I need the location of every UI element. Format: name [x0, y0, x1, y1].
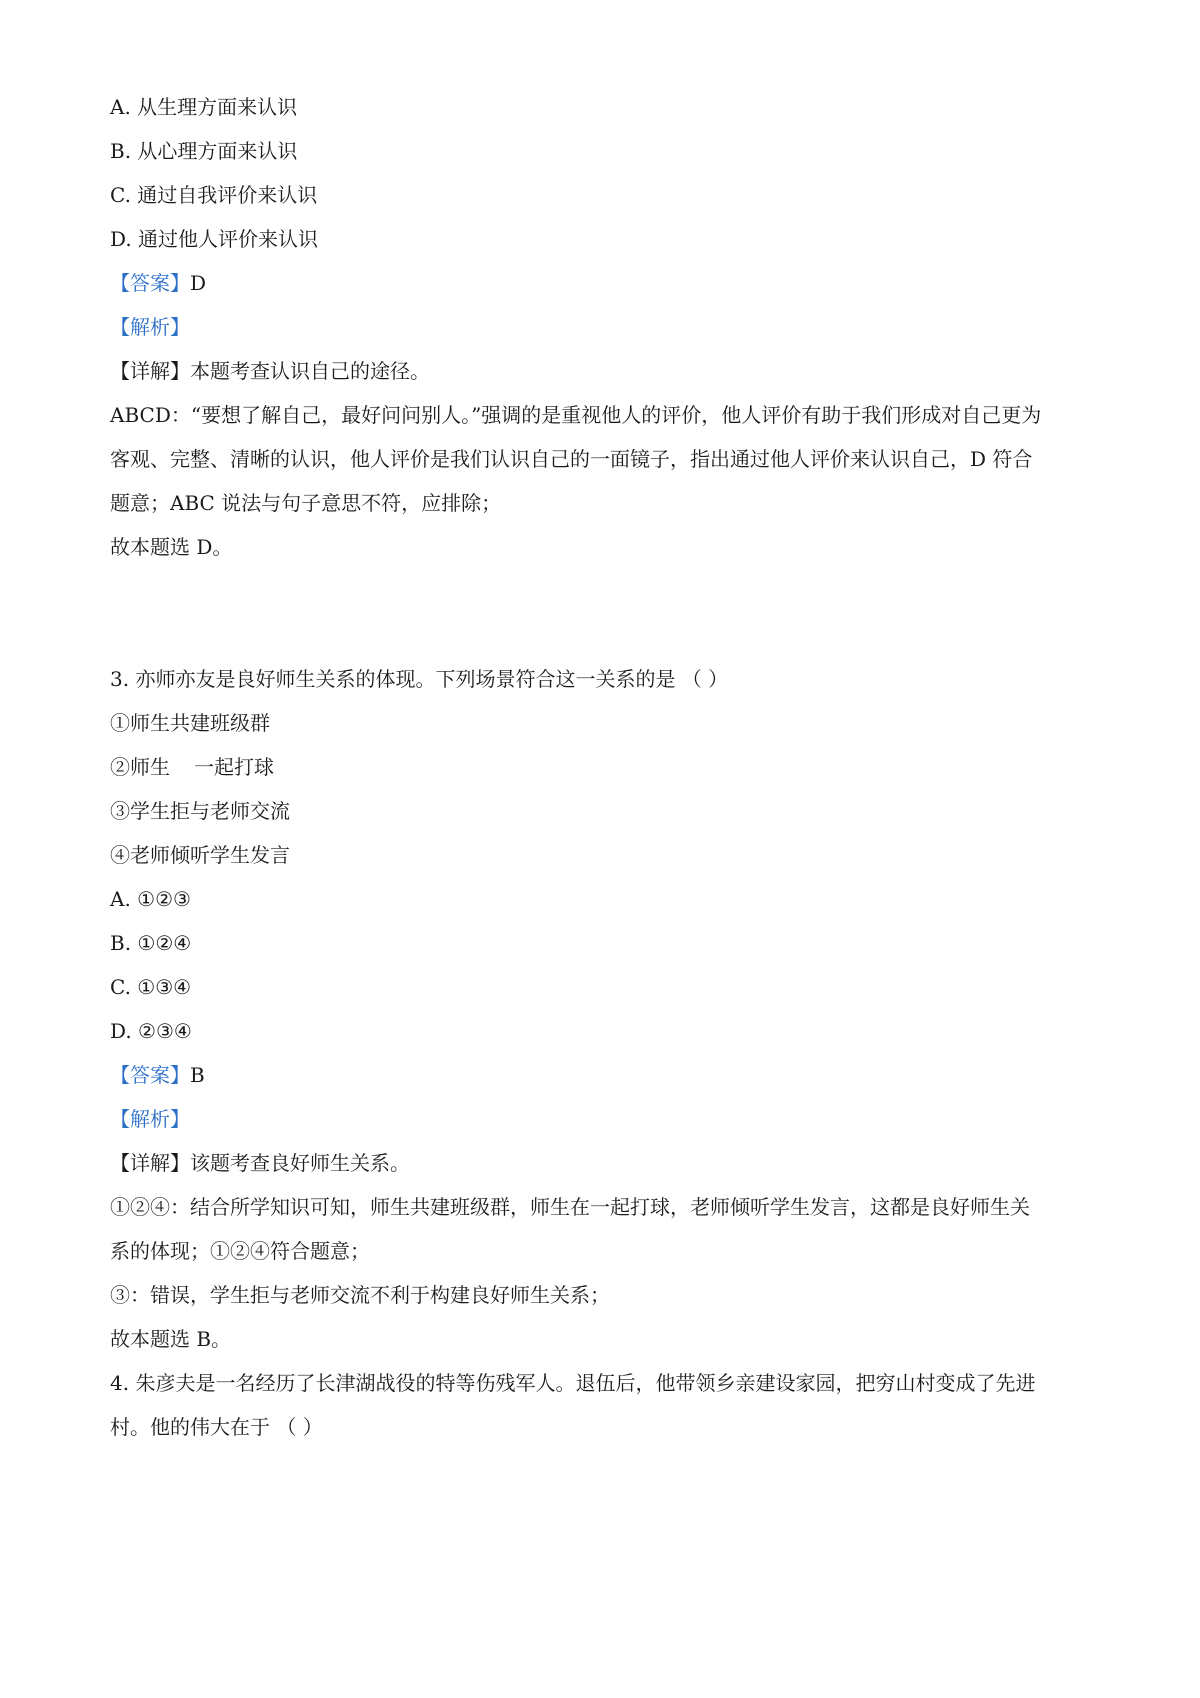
q2-analysis-tag: [110, 313, 1100, 341]
q2-explanation-line: 题意；ABC 说法与句子意思不符，应排除；: [110, 491, 502, 515]
q4-stem-line: 4. 朱彦夫是一名经历了长津湖战役的特等伤残军人。退伍后，他带领乡亲建设家园，把穷山村变成了先进: [110, 1371, 1036, 1395]
answer-tag: 【答案】: [110, 271, 190, 295]
analysis-tag: 【解析】: [110, 1107, 190, 1131]
q3-item-2-part-2: 一起打球: [194, 755, 274, 779]
q3-item-1: ①师生共建班级群: [110, 711, 270, 735]
q2-option-b: B. 从心理方面来认识: [110, 139, 298, 163]
q3-item-2: [110, 753, 1100, 781]
q3-item-3: ③学生拒与老师交流: [110, 799, 290, 823]
detail-tag: 【详解】: [110, 359, 190, 383]
answer-tag: 【答案】: [110, 1063, 190, 1087]
q2-option-d: D. 通过他人评价来认识: [110, 227, 319, 251]
q3-item-4: ④老师倾听学生发言: [110, 843, 290, 867]
q3-option-a: A. ①②③: [110, 887, 191, 911]
q3-analysis-tag: [110, 1105, 1100, 1133]
q3-explanation-line: ③：错误，学生拒与老师交流不利于构建良好师生关系；: [110, 1283, 610, 1307]
q3-option-b: B. ①②④: [110, 931, 192, 955]
detail-text: 本题考查认识自己的途径。: [190, 359, 430, 383]
detail-text: 该题考查良好师生关系。: [190, 1151, 410, 1175]
q2-explanation-line: ABCD：“要想了解自己，最好问问别人。”强调的是重视他人的评价，他人评价有助于我们形成对自己更为: [110, 403, 1042, 427]
q3-option-d: D. ②③④: [110, 1019, 192, 1043]
answer-value: B: [190, 1063, 205, 1087]
answer-value: D: [190, 271, 207, 295]
q3-answer: [110, 1061, 1100, 1089]
q2-option-c: C. 通过自我评价来认识: [110, 183, 318, 207]
q2-explanation-line: 客观、完整、清晰的认识，他人评价是我们认识自己的一面镜子，指出通过他人评价来认识自己，D 符合: [110, 447, 1033, 471]
q3-explanation-line: ①②④：结合所学知识可知，师生共建班级群，师生在一起打球，老师倾听学生发言，这都是良好师生关: [110, 1195, 1030, 1219]
q3-item-2-part-1: ②师生: [110, 755, 170, 779]
q2-conclusion: 故本题选 D。: [110, 535, 233, 559]
analysis-tag: 【解析】: [110, 315, 190, 339]
q3-stem: 3. 亦师亦友是良好师生关系的体现。下列场景符合这一关系的是 （ ）: [110, 667, 729, 691]
q3-conclusion: 故本题选 B。: [110, 1327, 232, 1351]
q4-stem-line: 村。他的伟大在于 （ ）: [110, 1415, 323, 1439]
q2-answer: [110, 269, 1100, 297]
q3-explanation-line: 系的体现；①②④符合题意；: [110, 1239, 370, 1263]
detail-tag: 【详解】: [110, 1151, 190, 1175]
q3-detail: [110, 1149, 1100, 1177]
q2-option-a: A. 从生理方面来认识: [110, 95, 298, 119]
q3-option-c: C. ①③④: [110, 975, 192, 999]
q2-detail: [110, 357, 1100, 385]
